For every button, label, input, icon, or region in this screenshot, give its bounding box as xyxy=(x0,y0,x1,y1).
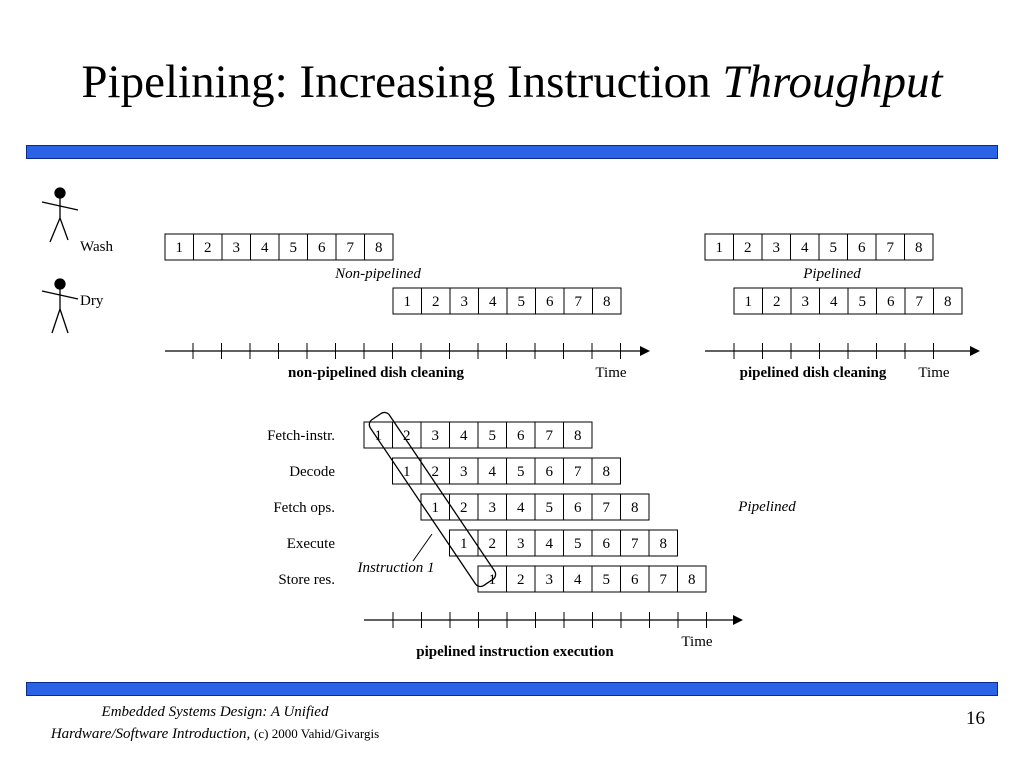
instr-stage-5-cell-label: 6 xyxy=(631,572,639,588)
p-dry-cell-label: 5 xyxy=(858,294,866,310)
instr-stage-2-cell-label: 6 xyxy=(545,464,553,480)
np-wash-cell-label: 6 xyxy=(318,240,326,256)
np-dry-cell-label: 7 xyxy=(574,294,582,310)
instr-stage-3-cell-label: 3 xyxy=(488,500,496,516)
instr-stage-5-cell-label: 5 xyxy=(602,572,610,588)
instr-stage-3-cell-label: 6 xyxy=(574,500,582,516)
pipelined-dish-label: Pipelined xyxy=(803,266,861,282)
instr-stage-4-cell-label: 7 xyxy=(631,536,639,552)
instr-stage-5-cell-label: 1 xyxy=(488,572,496,588)
np-dry-cell-label: 8 xyxy=(603,294,611,310)
instr-stage-2-cell-label: 1 xyxy=(403,464,411,480)
np-dry-cell-label: 6 xyxy=(546,294,554,310)
p-wash-cell-label: 1 xyxy=(715,240,723,256)
instr-stage-4-cell-label: 4 xyxy=(545,536,553,552)
instr-stage-3-cell-label: 5 xyxy=(545,500,553,516)
instr-stage-4-cell-label: 2 xyxy=(488,536,496,552)
p-dry-cell-label: 1 xyxy=(744,294,752,310)
p-dry-cell-label: 6 xyxy=(887,294,895,310)
np-dry-cell-label: 3 xyxy=(460,294,468,310)
instr-stage-5-cell-label: 2 xyxy=(517,572,525,588)
instruction-1-pointer xyxy=(413,534,432,561)
np-dry-cell-label: 1 xyxy=(403,294,411,310)
page-number: 16 xyxy=(966,708,985,729)
instruction-pipelined-label: Pipelined xyxy=(738,499,796,515)
instr-stage-3-cell-label: 1 xyxy=(431,500,439,516)
np-wash-cell-label: 3 xyxy=(232,240,240,256)
instr-stage-5-cell-label: 4 xyxy=(574,572,582,588)
p-wash-cell-label: 3 xyxy=(772,240,780,256)
instr-stage-1-cell-label: 8 xyxy=(574,428,582,444)
np-wash-cell-label: 2 xyxy=(204,240,212,256)
instr-stage-1-cell-label: 6 xyxy=(517,428,525,444)
np-dry-cell-label: 5 xyxy=(517,294,525,310)
title-main: Pipelining: Increasing Instruction xyxy=(81,56,723,108)
footer-book-title: Embedded Systems Design: A Unified xyxy=(101,704,329,720)
p-dry-cell-label: 8 xyxy=(944,294,952,310)
instr-stage-3-cell-label: 7 xyxy=(602,500,610,516)
instr-stage-2-cell-label: 7 xyxy=(574,464,582,480)
instr-stage-4-cell-label: 5 xyxy=(574,536,582,552)
instr-stage-4-cell-label: 8 xyxy=(659,536,667,552)
non-pipelined-label: Non-pipelined xyxy=(335,266,421,282)
instr-stage-2-cell-label: 8 xyxy=(602,464,610,480)
np-time-label: Time xyxy=(595,365,627,381)
np-wash-cell-label: 1 xyxy=(175,240,183,256)
dryer-figure-icon xyxy=(42,279,78,333)
p-wash-cell-label: 4 xyxy=(801,240,809,256)
instruction-1-label: Instruction 1 xyxy=(357,560,435,576)
instruction-caption: pipelined instruction execution xyxy=(416,644,614,660)
washer-figure-icon xyxy=(42,188,78,242)
instr-stage-4-cell-label: 6 xyxy=(602,536,610,552)
stage-label: Fetch-instr. xyxy=(267,428,335,444)
stage-label: Store res. xyxy=(278,572,335,588)
np-time-axis-arrowhead xyxy=(640,346,650,356)
p-time-label: Time xyxy=(918,365,950,381)
stage-label: Execute xyxy=(286,536,335,552)
np-wash-cell-label: 4 xyxy=(261,240,269,256)
instr-stage-1-cell-label: 7 xyxy=(545,428,553,444)
instr-time-axis-arrowhead xyxy=(733,615,743,625)
p-wash-cell-label: 8 xyxy=(915,240,923,256)
p-wash-cell-label: 6 xyxy=(858,240,866,256)
p-wash-cell-label: 5 xyxy=(829,240,837,256)
p-wash-cell-label: 7 xyxy=(886,240,894,256)
footer-subtitle: Hardware/Software Introduction, xyxy=(50,726,251,742)
instr-stage-1-cell-label: 5 xyxy=(488,428,496,444)
p-dry-cell-label: 3 xyxy=(801,294,809,310)
instr-stage-1-cell-label: 2 xyxy=(403,428,411,444)
np-dry-cell-label: 4 xyxy=(489,294,497,310)
instr-stage-2-cell-label: 5 xyxy=(517,464,525,480)
p-time-axis-arrowhead xyxy=(970,346,980,356)
instr-stage-1-cell-label: 3 xyxy=(431,428,439,444)
p-dry-cell-label: 7 xyxy=(915,294,923,310)
stage-label: Fetch ops. xyxy=(273,500,335,516)
instr-stage-4-cell-label: 1 xyxy=(460,536,468,552)
p-wash-cell-label: 2 xyxy=(744,240,752,256)
instr-stage-4-cell-label: 3 xyxy=(517,536,525,552)
title-italic: Throughput xyxy=(722,56,943,108)
instr-stage-2-cell-label: 3 xyxy=(460,464,468,480)
instr-stage-2-cell-label: 2 xyxy=(431,464,439,480)
instr-stage-5-cell-label: 8 xyxy=(688,572,696,588)
stage-label: Decode xyxy=(289,464,335,480)
footer-copyright: (c) 2000 Vahid/Givargis xyxy=(254,726,380,741)
np-wash-cell-label: 7 xyxy=(346,240,354,256)
wash-stage-label: Wash xyxy=(80,239,113,255)
p-dry-cell-label: 4 xyxy=(830,294,838,310)
instr-stage-3-cell-label: 4 xyxy=(517,500,525,516)
dry-stage-label: Dry xyxy=(80,293,104,309)
instr-time-label: Time xyxy=(681,634,713,650)
instr-stage-2-cell-label: 4 xyxy=(488,464,496,480)
instr-stage-1-cell-label: 1 xyxy=(374,428,382,444)
p-dry-cell-label: 2 xyxy=(773,294,781,310)
np-wash-cell-label: 5 xyxy=(289,240,297,256)
instr-stage-3-cell-label: 8 xyxy=(631,500,639,516)
np-dry-cell-label: 2 xyxy=(432,294,440,310)
non-pipelined-caption: non-pipelined dish cleaning xyxy=(288,365,464,381)
np-wash-cell-label: 8 xyxy=(375,240,383,256)
instr-stage-1-cell-label: 4 xyxy=(460,428,468,444)
instr-stage-3-cell-label: 2 xyxy=(460,500,468,516)
instr-stage-5-cell-label: 7 xyxy=(659,572,667,588)
instr-stage-5-cell-label: 3 xyxy=(545,572,553,588)
pipelined-dish-caption: pipelined dish cleaning xyxy=(739,365,887,381)
